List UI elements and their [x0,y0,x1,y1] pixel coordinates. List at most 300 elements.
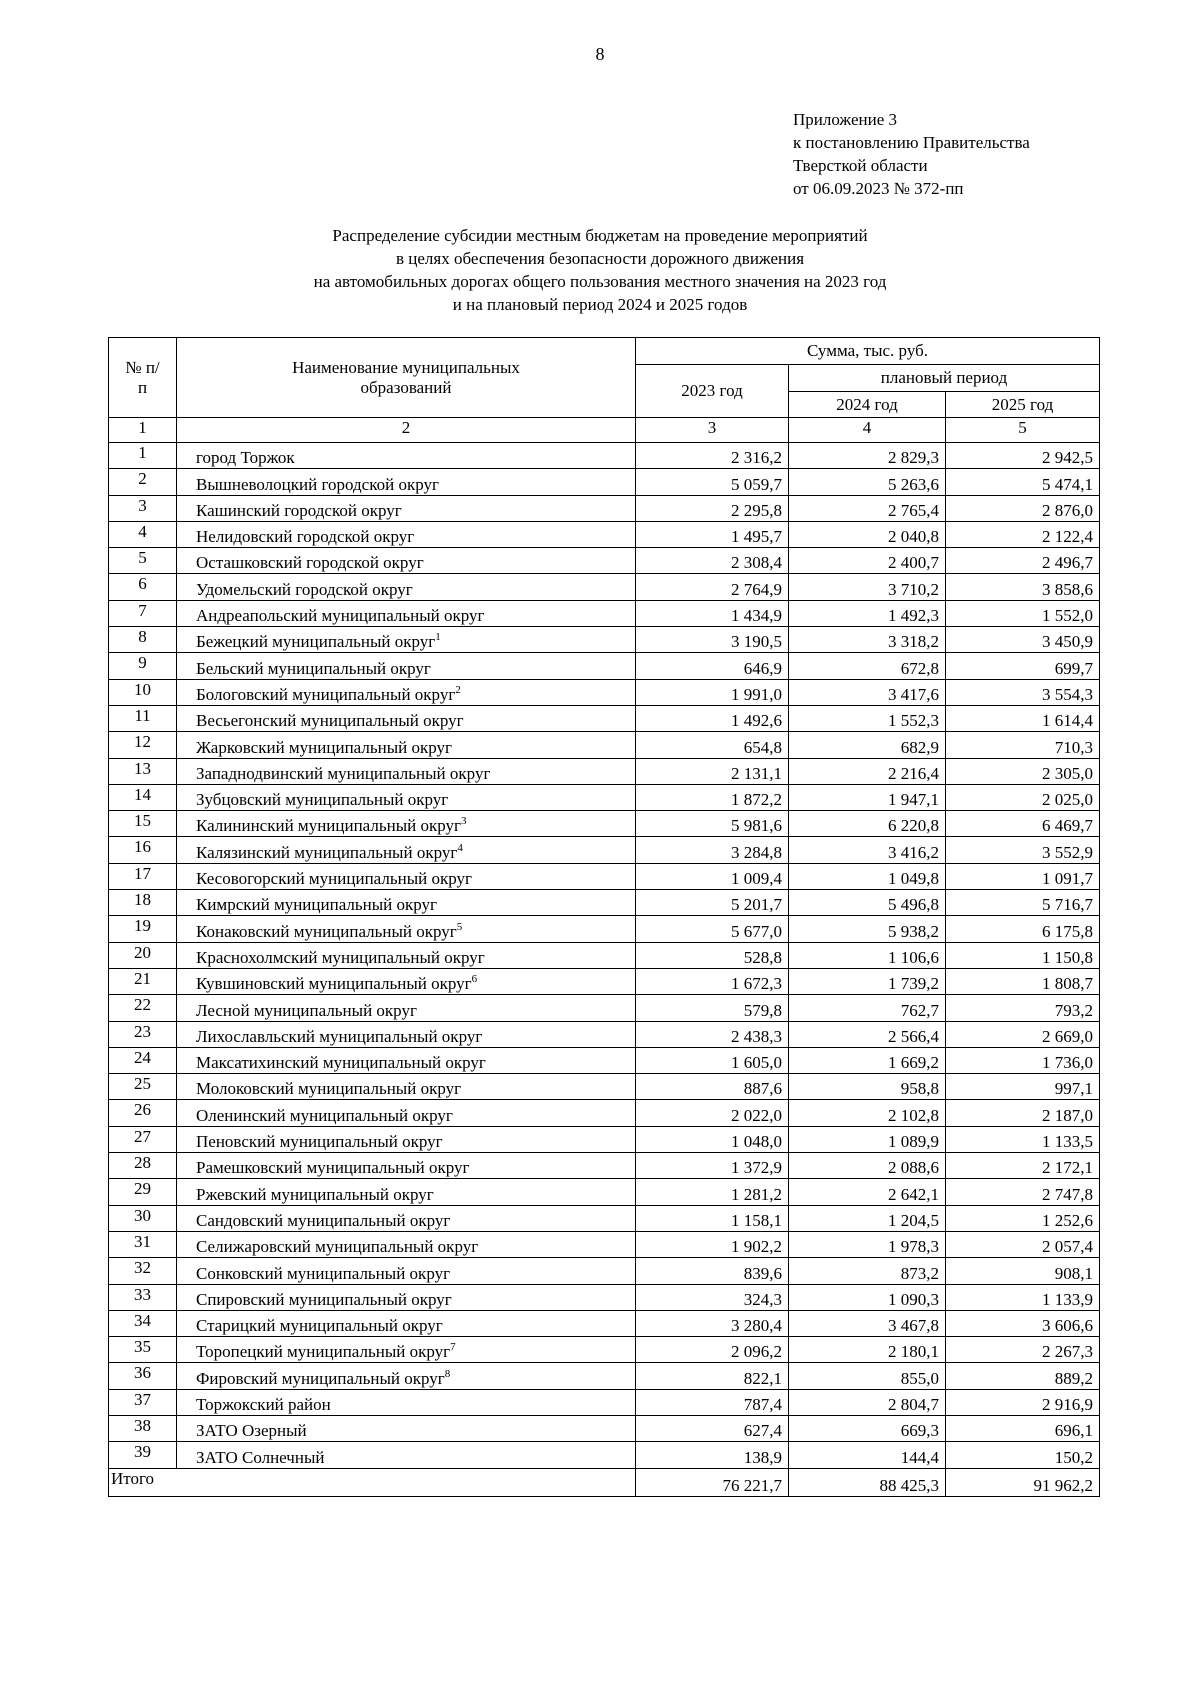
municipality-name-text: Кашинский городской округ [196,500,402,520]
row-number: 24 [109,1047,177,1073]
municipality-name-text: Максатихинский муниципальный округ [196,1053,486,1073]
column-number: 1 [109,418,177,443]
amount-2025: 2 942,5 [946,443,1100,469]
municipality-name-text: Калязинский муниципальный округ [196,842,458,862]
amount-2025: 1 552,0 [946,600,1100,626]
municipality-name-text: Кимрский муниципальный округ [196,895,437,915]
amount-2024: 3 417,6 [789,679,946,705]
amount-2024: 3 416,2 [789,837,946,863]
row-number: 26 [109,1100,177,1126]
row-number: 32 [109,1258,177,1284]
amount-2024: 1 947,1 [789,784,946,810]
amount-2025: 793,2 [946,995,1100,1021]
amount-2024: 2 566,4 [789,1021,946,1047]
amount-2024: 1 669,2 [789,1047,946,1073]
row-number: 2 [109,469,177,495]
amount-2025: 1 808,7 [946,968,1100,994]
row-number: 39 [109,1442,177,1468]
amount-2024: 2 765,4 [789,495,946,521]
amount-2023: 646,9 [636,653,789,679]
row-number: 11 [109,705,177,731]
amount-2024: 2 088,6 [789,1153,946,1179]
amount-2025: 3 450,9 [946,627,1100,653]
amount-2025: 710,3 [946,732,1100,758]
amount-2024: 669,3 [789,1415,946,1441]
subsidy-table-body [109,338,1100,1497]
title-line: на автомобильных дорогах общего пользования местного значения на 2023 год [313,272,887,291]
row-number: 9 [109,653,177,679]
amount-2024: 6 220,8 [789,811,946,837]
row-number: 34 [109,1310,177,1336]
header-2025: 2025 год [946,392,1100,418]
municipality-name [177,811,636,837]
amount-2023: 2 096,2 [636,1337,789,1363]
table-row [109,1100,1100,1126]
municipality-name [177,1258,636,1284]
amount-2024: 855,0 [789,1363,946,1389]
table-row [109,1047,1100,1073]
amount-2024: 873,2 [789,1258,946,1284]
amount-2023: 887,6 [636,1074,789,1100]
header-sum: Сумма, тыс. руб. [636,338,1100,365]
column-number: 5 [946,418,1100,443]
footnote-marker: 8 [444,1367,451,1380]
amount-2025: 2 172,1 [946,1153,1100,1179]
municipality-name-text: Бельский муниципальный округ [196,658,431,678]
amount-2025: 1 133,9 [946,1284,1100,1310]
amount-2024: 1 090,3 [789,1284,946,1310]
row-number: 30 [109,1205,177,1231]
table-row [109,679,1100,705]
header-2024: 2024 год [789,392,946,418]
municipality-name-text: Бежецкий муниципальный округ [196,632,436,652]
municipality-name-text: Нелидовский городской округ [196,527,415,547]
municipality-name-text: Рамешковский муниципальный округ [196,1158,470,1178]
amount-2023: 1 048,0 [636,1126,789,1152]
row-number: 20 [109,942,177,968]
municipality-name-text: Жарковский муниципальный округ [196,737,452,757]
table-row [109,1310,1100,1336]
amount-2025: 2 122,4 [946,521,1100,547]
row-number: 33 [109,1284,177,1310]
footnote-marker: 5 [456,920,463,933]
appendix-line: Тверсткой области [793,156,928,175]
amount-2025: 1 736,0 [946,1047,1100,1073]
amount-2025: 6 469,7 [946,811,1100,837]
municipality-name [177,1126,636,1152]
amount-2025: 2 187,0 [946,1100,1100,1126]
municipality-name [177,732,636,758]
table-row [109,600,1100,626]
municipality-name [177,1074,636,1100]
amount-2024: 672,8 [789,653,946,679]
title-line: в целях обеспечения безопасности дорожного движения [395,249,805,268]
total-2023: 76 221,7 [636,1468,789,1496]
amount-2024: 762,7 [789,995,946,1021]
amount-2024: 2 040,8 [789,521,946,547]
amount-2023: 2 316,2 [636,443,789,469]
municipality-name-text: Западнодвинский муниципальный округ [196,763,491,783]
row-number: 19 [109,916,177,942]
row-number: 38 [109,1415,177,1441]
municipality-name [177,1100,636,1126]
amount-2023: 1 991,0 [636,679,789,705]
municipality-name-text: Ржевский муниципальный округ [196,1184,434,1204]
amount-2023: 1 372,9 [636,1153,789,1179]
amount-2025: 2 305,0 [946,758,1100,784]
municipality-name [177,653,636,679]
row-number: 12 [109,732,177,758]
municipality-name [177,1337,636,1363]
amount-2023: 5 981,6 [636,811,789,837]
footnote-marker: 2 [455,683,461,696]
row-number: 4 [109,521,177,547]
municipality-name-text: Спировский муниципальный округ [196,1289,452,1309]
header-num: № п/п [109,338,177,418]
amount-2023: 5 201,7 [636,890,789,916]
amount-2023: 5 059,7 [636,469,789,495]
row-number: 23 [109,1021,177,1047]
municipality-name [177,1047,636,1073]
amount-2025: 1 252,6 [946,1205,1100,1231]
municipality-name-text: Старицкий муниципальный округ [196,1316,443,1336]
amount-2024: 1 049,8 [789,863,946,889]
subsidy-table [108,337,1100,1497]
table-row [109,863,1100,889]
amount-2024: 2 829,3 [789,443,946,469]
table-row [109,443,1100,469]
municipality-name-text: Пеновский муниципальный округ [196,1132,443,1152]
municipality-name [177,995,636,1021]
table-row [109,705,1100,731]
municipality-name-text: ЗАТО Солнечный [196,1447,325,1467]
municipality-name [177,916,636,942]
amount-2024: 5 938,2 [789,916,946,942]
amount-2023: 2 295,8 [636,495,789,521]
table-row [109,1153,1100,1179]
municipality-name [177,1021,636,1047]
municipality-name [177,469,636,495]
row-number: 1 [109,443,177,469]
title-line: и на плановый период 2024 и 2025 годов [452,295,748,314]
amount-2023: 2 308,4 [636,548,789,574]
amount-2023: 1 158,1 [636,1205,789,1231]
municipality-name-text: Андреапольский муниципальный округ [196,606,485,626]
municipality-name-text: Калининский муниципальный округ [196,816,461,836]
amount-2024: 1 552,3 [789,705,946,731]
total-row [109,1468,1100,1496]
municipality-name [177,837,636,863]
amount-2025: 2 747,8 [946,1179,1100,1205]
municipality-name [177,1442,636,1468]
row-number: 5 [109,548,177,574]
amount-2023: 138,9 [636,1442,789,1468]
municipality-name [177,574,636,600]
footnote-marker: 4 [457,841,463,854]
amount-2024: 958,8 [789,1074,946,1100]
amount-2025: 1 133,5 [946,1126,1100,1152]
municipality-name-text: Кесовогорский муниципальный округ [196,869,472,889]
row-number: 31 [109,1231,177,1257]
municipality-name-text: Селижаровский муниципальный округ [196,1237,479,1257]
municipality-name-text: Торопецкий муниципальный округ [196,1342,451,1362]
amount-2023: 1 605,0 [636,1047,789,1073]
row-number: 14 [109,784,177,810]
row-number: 15 [109,811,177,837]
municipality-name [177,1310,636,1336]
table-row [109,837,1100,863]
table-row [109,1389,1100,1415]
amount-2023: 3 190,5 [636,627,789,653]
amount-2024: 5 263,6 [789,469,946,495]
amount-2025: 150,2 [946,1442,1100,1468]
amount-2024: 1 089,9 [789,1126,946,1152]
row-number: 17 [109,863,177,889]
table-row [109,469,1100,495]
amount-2024: 2 102,8 [789,1100,946,1126]
amount-2025: 1 091,7 [946,863,1100,889]
amount-2025: 908,1 [946,1258,1100,1284]
table-row [109,1021,1100,1047]
amount-2024: 2 400,7 [789,548,946,574]
municipality-name [177,679,636,705]
amount-2023: 3 284,8 [636,837,789,863]
amount-2023: 324,3 [636,1284,789,1310]
appendix-line: к постановлению Правительства [793,133,1030,152]
table-row [109,653,1100,679]
amount-2025: 2 267,3 [946,1337,1100,1363]
amount-2025: 699,7 [946,653,1100,679]
total-2024: 88 425,3 [789,1468,946,1496]
table-row [109,890,1100,916]
amount-2023: 1 872,2 [636,784,789,810]
table-row [109,732,1100,758]
total-label: Итого [109,1468,636,1496]
amount-2024: 3 467,8 [789,1310,946,1336]
amount-2025: 3 554,3 [946,679,1100,705]
amount-2024: 1 978,3 [789,1231,946,1257]
row-number: 25 [109,1074,177,1100]
row-number: 10 [109,679,177,705]
amount-2025: 2 876,0 [946,495,1100,521]
amount-2023: 528,8 [636,942,789,968]
amount-2024: 5 496,8 [789,890,946,916]
amount-2023: 2 022,0 [636,1100,789,1126]
municipality-name [177,548,636,574]
row-number: 3 [109,495,177,521]
appendix-block [793,108,1030,200]
header-row [109,338,1100,365]
row-number: 37 [109,1389,177,1415]
municipality-name-text: Кувшиновский муниципальный округ [196,974,472,994]
municipality-name [177,1389,636,1415]
amount-2025: 1 150,8 [946,942,1100,968]
amount-2023: 2 131,1 [636,758,789,784]
appendix-line: Приложение 3 [793,110,897,129]
municipality-name-text: Лихославльский муниципальный округ [196,1026,483,1046]
amount-2024: 144,4 [789,1442,946,1468]
amount-2023: 787,4 [636,1389,789,1415]
row-number: 27 [109,1126,177,1152]
appendix-line: от 06.09.2023 № 372-пп [793,179,964,198]
municipality-name-text: Весьегонский муниципальный округ [196,711,464,731]
row-number: 18 [109,890,177,916]
amount-2024: 2 804,7 [789,1389,946,1415]
municipality-name [177,627,636,653]
amount-2025: 2 057,4 [946,1231,1100,1257]
table-row [109,784,1100,810]
municipality-name [177,1153,636,1179]
header-2023: 2023 год [636,365,789,418]
table-row [109,1415,1100,1441]
row-number: 35 [109,1337,177,1363]
table-row [109,1363,1100,1389]
table-row [109,811,1100,837]
amount-2023: 1 009,4 [636,863,789,889]
municipality-name [177,1231,636,1257]
amount-2023: 1 281,2 [636,1179,789,1205]
table-row [109,1442,1100,1468]
amount-2023: 1 495,7 [636,521,789,547]
footnote-marker: 6 [471,973,478,986]
amount-2025: 2 025,0 [946,784,1100,810]
row-number: 7 [109,600,177,626]
amount-2023: 1 492,6 [636,705,789,731]
amount-2025: 6 175,8 [946,916,1100,942]
municipality-name-text: Вышневолоцкий городской округ [196,474,439,494]
total-2025: 91 962,2 [946,1468,1100,1496]
amount-2023: 1 434,9 [636,600,789,626]
municipality-name [177,942,636,968]
amount-2025: 696,1 [946,1415,1100,1441]
municipality-name-text: город Торжок [196,448,295,468]
amount-2025: 2 916,9 [946,1389,1100,1415]
page-number: 8 [595,44,605,64]
municipality-name-text: Удомельский городской округ [196,579,413,599]
amount-2023: 627,4 [636,1415,789,1441]
amount-2024: 2 642,1 [789,1179,946,1205]
amount-2023: 1 672,3 [636,968,789,994]
municipality-name-text: Зубцовский муниципальный округ [196,790,449,810]
row-number: 8 [109,627,177,653]
amount-2023: 1 902,2 [636,1231,789,1257]
footnote-marker: 7 [450,1341,456,1354]
municipality-name-text: Лесной муниципальный округ [196,1000,417,1020]
table-row [109,1074,1100,1100]
footnote-marker: 1 [435,631,441,644]
amount-2024: 1 492,3 [789,600,946,626]
amount-2024: 1 106,6 [789,942,946,968]
table-row [109,942,1100,968]
municipality-name [177,1179,636,1205]
municipality-name [177,968,636,994]
table-row [109,916,1100,942]
municipality-name-text: Сандовский муниципальный округ [196,1210,451,1230]
municipality-name [177,758,636,784]
municipality-name-text: Фировский муниципальный округ [196,1368,445,1388]
municipality-name [177,1284,636,1310]
title-line: Распределение субсидии местным бюджетам на проведение мероприятий [332,226,868,245]
municipality-name [177,443,636,469]
document-title [0,224,1200,316]
municipality-name-text: Торжокский район [196,1394,331,1414]
table-row [109,1284,1100,1310]
table-row [109,1337,1100,1363]
amount-2025: 3 552,9 [946,837,1100,863]
amount-2023: 2 764,9 [636,574,789,600]
table-row [109,1205,1100,1231]
municipality-name-text: Конаковский муниципальный округ [196,921,457,941]
column-number: 3 [636,418,789,443]
municipality-name [177,521,636,547]
municipality-name [177,1205,636,1231]
amount-2024: 1 739,2 [789,968,946,994]
amount-2023: 579,8 [636,995,789,1021]
amount-2025: 3 858,6 [946,574,1100,600]
amount-2024: 3 710,2 [789,574,946,600]
amount-2023: 5 677,0 [636,916,789,942]
amount-2024: 2 216,4 [789,758,946,784]
header-name: Наименование муниципальных образований [177,338,636,418]
amount-2025: 5 474,1 [946,469,1100,495]
amount-2025: 997,1 [946,1074,1100,1100]
column-number: 2 [177,418,636,443]
amount-2024: 2 180,1 [789,1337,946,1363]
amount-2025: 889,2 [946,1363,1100,1389]
table-row [109,1258,1100,1284]
row-number: 21 [109,968,177,994]
municipality-name-text: Краснохолмский муниципальный округ [196,947,485,967]
table-row [109,758,1100,784]
amount-2023: 654,8 [636,732,789,758]
municipality-name [177,1363,636,1389]
table-row [109,995,1100,1021]
table-row [109,968,1100,994]
municipality-name [177,784,636,810]
municipality-name [177,890,636,916]
amount-2023: 3 280,4 [636,1310,789,1336]
amount-2023: 2 438,3 [636,1021,789,1047]
row-number: 22 [109,995,177,1021]
amount-2025: 1 614,4 [946,705,1100,731]
municipality-name [177,863,636,889]
amount-2023: 822,1 [636,1363,789,1389]
municipality-name [177,600,636,626]
table-row [109,548,1100,574]
municipality-name-text: Сонковский муниципальный округ [196,1263,451,1283]
table-row [109,1231,1100,1257]
table-row [109,574,1100,600]
row-number: 16 [109,837,177,863]
amount-2024: 3 318,2 [789,627,946,653]
municipality-name-text: Бологовский муниципальный округ [196,684,456,704]
amount-2024: 682,9 [789,732,946,758]
column-number-row [109,418,1100,443]
table-row [109,521,1100,547]
row-number: 6 [109,574,177,600]
municipality-name-text: Осташковский городской округ [196,553,424,573]
header-planned: плановый период [789,365,1100,392]
table-row [109,1126,1100,1152]
municipality-name [177,705,636,731]
municipality-name-text: ЗАТО Озерный [196,1421,307,1441]
municipality-name [177,1415,636,1441]
amount-2025: 2 669,0 [946,1021,1100,1047]
table-row [109,1179,1100,1205]
table-row [109,495,1100,521]
table-row [109,627,1100,653]
footnote-marker: 3 [461,815,467,828]
